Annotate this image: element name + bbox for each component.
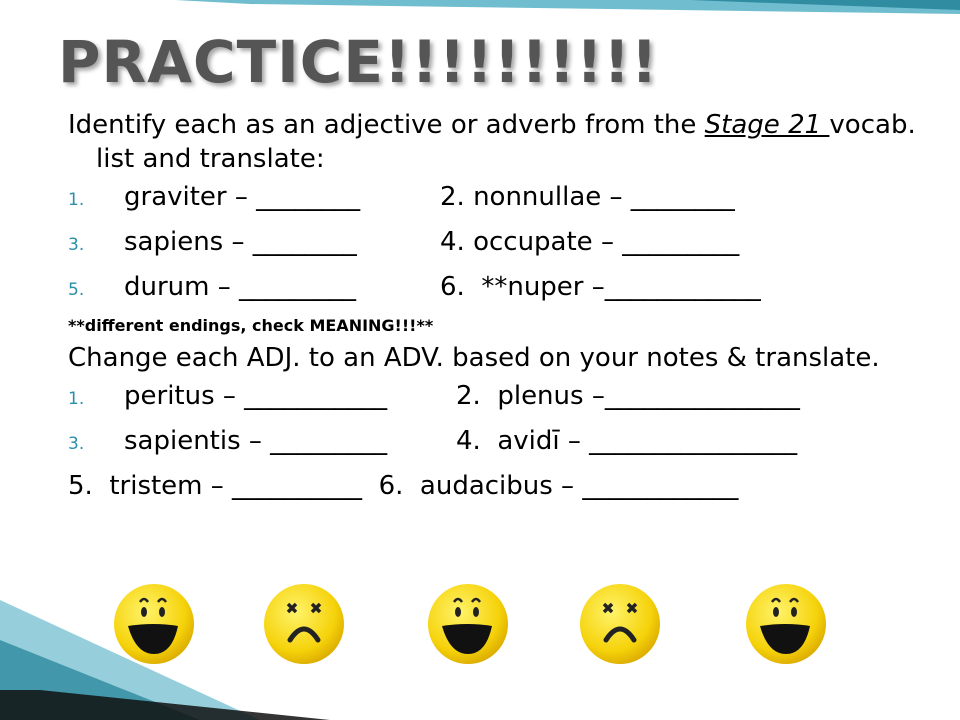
exercise-row [68,420,948,465]
exercise-item: sapientis – _________ [124,426,388,456]
instruction-1-text-b: vocab. list and translate: [96,110,916,174]
page-title: PRACTICE!!!!!!!!!! [58,28,659,96]
content [68,108,948,507]
instruction-2: Change each ADJ. to an ADV. based on your notes & translate. [68,343,880,373]
x-eyes-face-icon [262,582,346,666]
exercise-item: 6. **nuper –____________ [440,272,761,302]
stage-reference: Stage 21 [704,110,830,140]
x-eyes-face-icon [578,582,662,666]
exercise-item: 2. plenus –_______________ [456,381,800,411]
meaning-note: **different endings, check MEANING!!!** [68,316,434,335]
list-number: 1. [68,190,85,210]
exercise-item: 2. nonnullae – ________ [440,182,735,212]
list-number: 5. [68,280,85,300]
list-number: 3. [68,235,85,255]
exercise-row [68,176,948,221]
exercise-row [68,221,948,266]
instruction-1-text-a: Identify each as an adjective or adverb from the [68,110,705,140]
happy-face-icon [426,582,510,666]
exercise-row-last: 5. tristem – __________ 6. audacibus – ____________ [68,471,739,501]
exercise-item: durum – _________ [124,272,357,302]
exercise-item: graviter – ________ [124,182,361,212]
exercise-item: sapiens – ________ [124,227,357,257]
list-number: 3. [68,434,85,454]
exercise-item: 4. occupate – _________ [440,227,740,257]
emoji-faces-row [0,578,960,720]
exercise-item: 4. avidī – ________________ [456,426,798,456]
list-number: 1. [68,389,85,409]
happy-face-icon [744,582,828,666]
exercise-row [68,375,948,420]
instruction-1 [68,108,948,176]
happy-face-icon [112,582,196,666]
exercise-item: peritus – ___________ [124,381,388,411]
exercise-row [68,266,948,311]
